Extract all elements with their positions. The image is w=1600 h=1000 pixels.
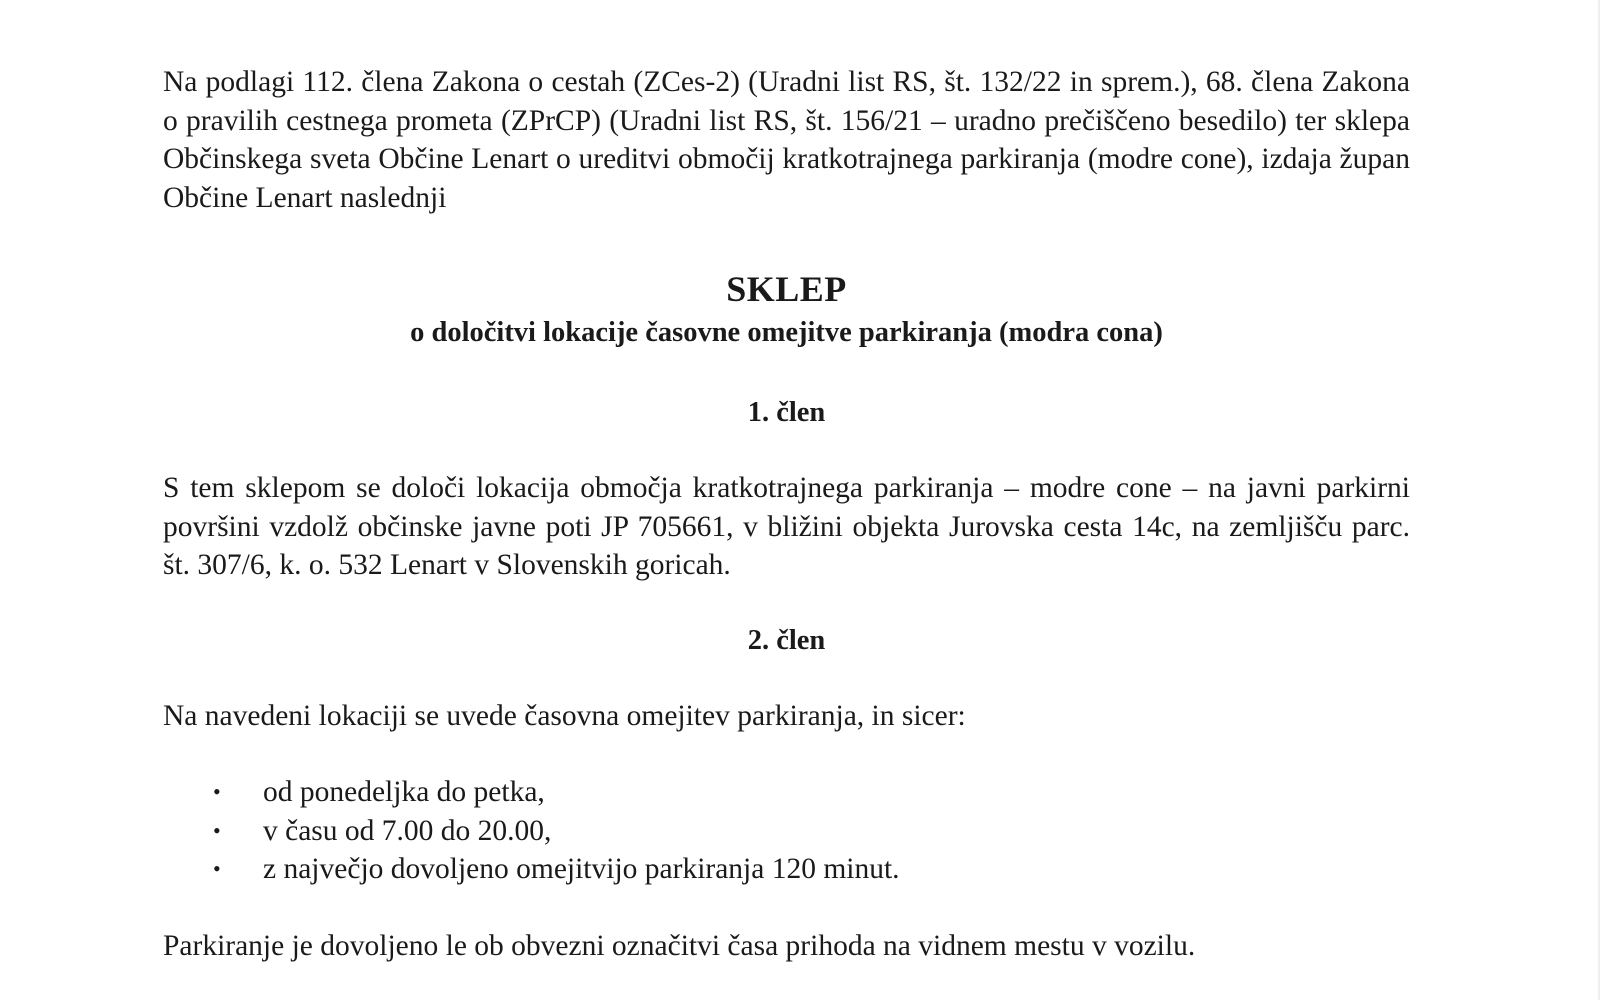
article-2-text: Na navedeni lokaciji se uvede časovna omejitev parkiranja, in sicer: <box>163 699 966 732</box>
article-2-heading: 2. člen <box>747 624 826 656</box>
closing-paragraph: Parkiranje je dovoljeno le ob obvezni označitvi časa prihoda na vidnem mestu v vozilu. <box>163 929 1196 962</box>
bullet-icon: • <box>213 817 221 843</box>
document-title: SKLEP <box>726 269 847 309</box>
list-item <box>163 812 1410 851</box>
document-body <box>163 63 1410 965</box>
list-item-text: v času od 7.00 do 20.00, <box>263 814 552 847</box>
parking-conditions-list <box>163 773 1410 889</box>
article-1-heading: 1. člen <box>747 397 826 428</box>
article-1-text: S tem sklepom se določi lokacija območja kratkotrajnega parkiranja – modre cone – na javni parkirni površini vzdolž občinske javne poti JP 705661, v bližini objekta Jurovska cesta 14c, na zemljišču parc. št. 307/6, k. o. 532 Lenart v Slovenskih goricah. <box>163 472 1410 581</box>
bullet-icon: • <box>213 779 221 804</box>
list-item-text: od ponedeljka do petka, <box>263 776 545 808</box>
list-item <box>163 773 1410 812</box>
list-item <box>163 850 1410 889</box>
intro-paragraph: Na podlagi 112. člena Zakona o cestah (ZCes-2) (Uradni list RS, št. 132/22 in sprem.), 68. člena Zakona o pravilih cestnega prometa (ZPrCP) (Uradni list RS, št. 156/21 – uradno prečiščeno besedilo) ter sklepa Občinskega sveta Občine Lenart o ureditvi območij kratkotrajnega parkiranja (modre cone), izdaja župan Občine Lenart naslednji <box>163 66 1410 214</box>
list-item-text: z največjo dovoljeno omejitvijo parkiranja 120 minut. <box>263 853 900 885</box>
document-subtitle: o določitvi lokacije časovne omejitve parkiranja (modra cona) <box>410 317 1163 348</box>
bullet-icon: • <box>213 856 221 881</box>
